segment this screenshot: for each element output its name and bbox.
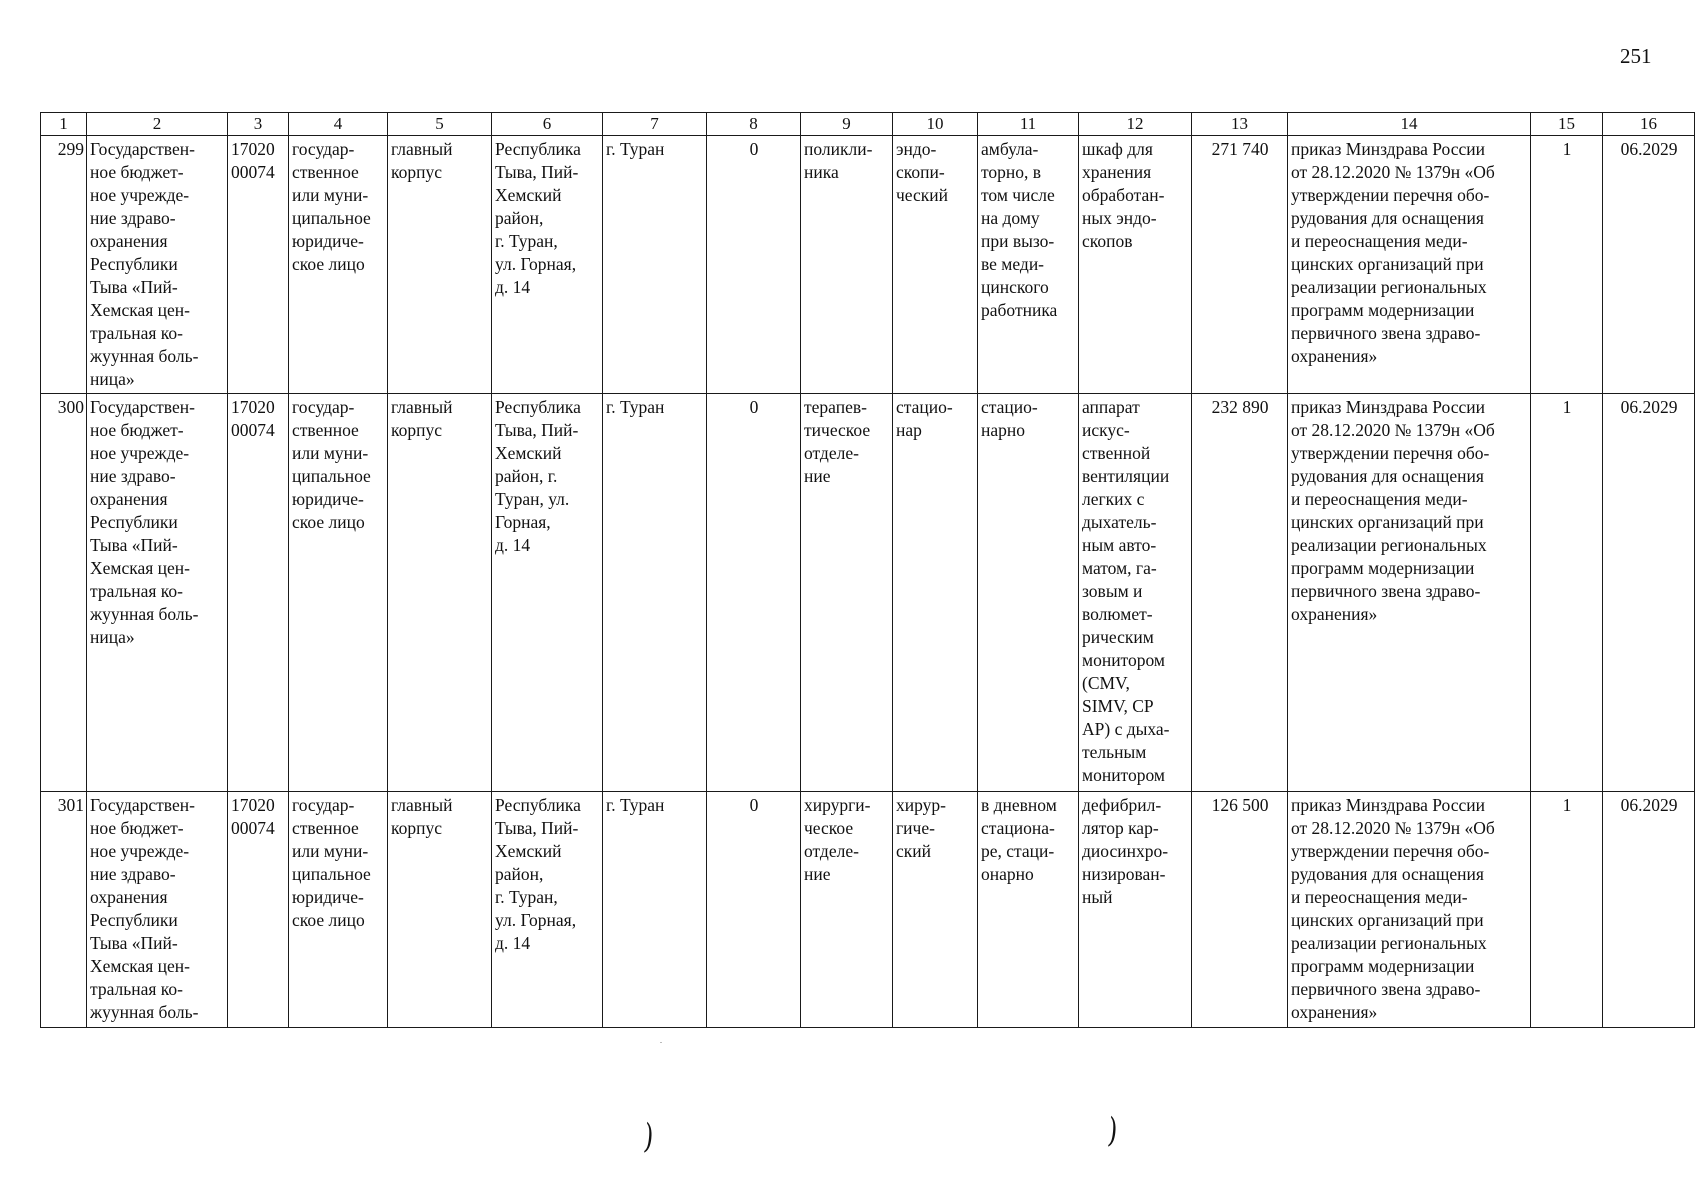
care-conditions: стацио- нарно	[978, 394, 1079, 792]
column-number-header-row	[41, 113, 1695, 136]
legal-form: государ- ственное или муни- ципальное юридиче- ское лицо	[289, 792, 388, 1028]
table-row	[41, 136, 1695, 394]
profile: эндо- скопи- ческий	[893, 136, 978, 394]
care-conditions: в дневном стациона- ре, стаци- онарно	[978, 792, 1079, 1028]
column-header: 12	[1079, 113, 1192, 136]
profile: хирур- гиче- ский	[893, 792, 978, 1028]
value-col8: 0	[707, 792, 801, 1028]
column-header: 9	[801, 113, 893, 136]
settlement: г. Туран	[603, 136, 707, 394]
row-number: 299	[41, 136, 87, 394]
equipment-name: дефибрил- лятор кар- диосинхро- низирован- ный	[1079, 792, 1192, 1028]
value-col8: 0	[707, 136, 801, 394]
equipment-name: аппарат искус- ственной вентиляции легких с дыхатель- ным авто- матом, га- зовым и волюмет- рическим монитором (CMV, SIMV, CP AP) с дыха- тельным монитором	[1079, 394, 1192, 792]
regulation-reference: приказ Минздрава России от 28.12.2020 № 1379н «Об утверждении перечня обо- рудования для оснащения и переоснащения меди- цинских организаций при реализации региональных программ модернизации первичного звена здраво- охранения»	[1288, 792, 1531, 1028]
regulation-reference: приказ Минздрава России от 28.12.2020 № 1379н «Об утверждении перечня обо- рудования для оснащения и переоснащения меди- цинских организаций при реализации региональных программ модернизации первичного звена здраво- охранения»	[1288, 394, 1531, 792]
equipment-table	[40, 112, 1695, 1028]
value-col8: 0	[707, 394, 801, 792]
building: главный корпус	[388, 792, 492, 1028]
column-header: 13	[1192, 113, 1288, 136]
address: Республика Тыва, Пий- Хемский район, г. Туран, ул. Горная, д. 14	[492, 394, 603, 792]
legal-form: государ- ственное или муни- ципальное юридиче- ское лицо	[289, 136, 388, 394]
legal-form: государ- ственное или муни- ципальное юридиче- ское лицо	[289, 394, 388, 792]
organization-name: Государствен- ное бюджет- ное учрежде- ние здраво- охранения Республики Тыва «Пий- Хемская цен- тральная ко- жуунная боль- ница»	[87, 394, 228, 792]
organization-code: 17020 00074	[228, 394, 289, 792]
column-header: 6	[492, 113, 603, 136]
quantity: 1	[1531, 394, 1603, 792]
settlement: г. Туран	[603, 792, 707, 1028]
quantity: 1	[1531, 792, 1603, 1028]
building: главный корпус	[388, 394, 492, 792]
equipment-name: шкаф для хранения обработан- ных эндо- скопов	[1079, 136, 1192, 394]
column-header: 4	[289, 113, 388, 136]
column-header: 1	[41, 113, 87, 136]
row-number: 300	[41, 394, 87, 792]
column-header: 16	[1603, 113, 1695, 136]
profile: стацио- нар	[893, 394, 978, 792]
building: главный корпус	[388, 136, 492, 394]
organization-code: 17020 00074	[228, 136, 289, 394]
organization-code: 17020 00074	[228, 792, 289, 1028]
due-date: 06.2029	[1603, 394, 1695, 792]
column-header: 3	[228, 113, 289, 136]
due-date: 06.2029	[1603, 136, 1695, 394]
regulation-reference: приказ Минздрава России от 28.12.2020 № 1379н «Об утверждении перечня обо- рудования для оснащения и переоснащения меди- цинских организаций при реализации региональных программ модернизации первичного звена здраво- охранения»	[1288, 136, 1531, 394]
department: терапев- тическое отделе- ние	[801, 394, 893, 792]
address: Республика Тыва, Пий- Хемский район, г. Туран, ул. Горная, д. 14	[492, 136, 603, 394]
quantity: 1	[1531, 136, 1603, 394]
column-header: 10	[893, 113, 978, 136]
table-row	[41, 792, 1695, 1028]
due-date: 06.2029	[1603, 792, 1695, 1028]
binding-hole-mark: )	[1106, 1110, 1120, 1152]
column-header: 14	[1288, 113, 1531, 136]
column-header: 11	[978, 113, 1079, 136]
organization-name: Государствен- ное бюджет- ное учрежде- ние здраво- охранения Республики Тыва «Пий- Хемская цен- тральная ко- жуунная боль-	[87, 792, 228, 1028]
column-header: 8	[707, 113, 801, 136]
column-header: 15	[1531, 113, 1603, 136]
cost: 232 890	[1192, 394, 1288, 792]
department: поликли- ника	[801, 136, 893, 394]
page-number: 251	[1620, 44, 1652, 68]
department: хирурги- ческое отделе- ние	[801, 792, 893, 1028]
binding-hole-mark: )	[642, 1116, 656, 1158]
scan-speck	[660, 1042, 662, 1043]
row-number: 301	[41, 792, 87, 1028]
cost: 271 740	[1192, 136, 1288, 394]
table-row	[41, 394, 1695, 792]
settlement: г. Туран	[603, 394, 707, 792]
column-header: 7	[603, 113, 707, 136]
care-conditions: амбула- торно, в том числе на дому при вызо- ве меди- цинского работника	[978, 136, 1079, 394]
column-header: 5	[388, 113, 492, 136]
column-header: 2	[87, 113, 228, 136]
organization-name: Государствен- ное бюджет- ное учрежде- ние здраво- охранения Республики Тыва «Пий- Хемская цен- тральная ко- жуунная боль- ница»	[87, 136, 228, 394]
address: Республика Тыва, Пий- Хемский район, г. Туран, ул. Горная, д. 14	[492, 792, 603, 1028]
cost: 126 500	[1192, 792, 1288, 1028]
